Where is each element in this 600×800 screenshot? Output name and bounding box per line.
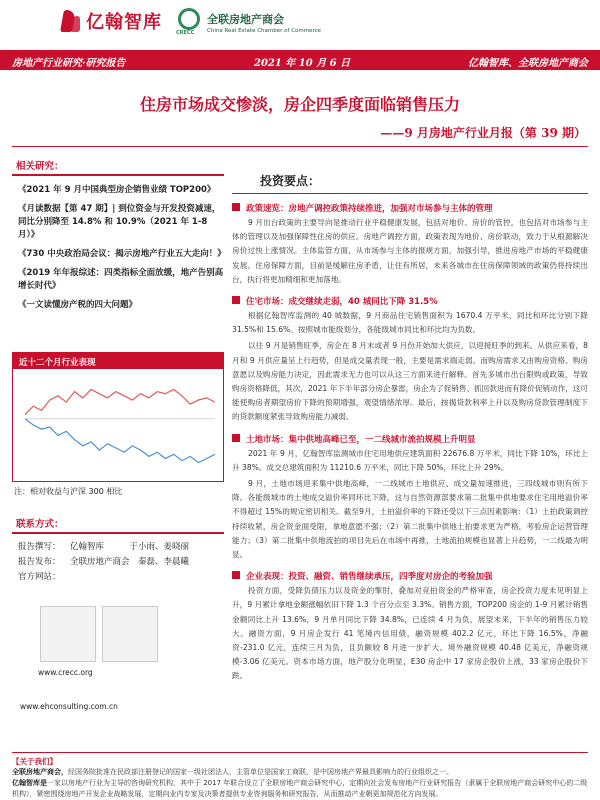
sidebar: [12, 158, 224, 316]
related-research-item[interactable]: 《2021 年 9 月中国典型房企销售业绩 TOP200》: [18, 185, 216, 195]
website-link-ehconsulting[interactable]: www.ehconsulting.com.cn: [20, 702, 118, 711]
crecc-name-cn: 全联房地产商会: [207, 12, 284, 26]
related-research-list: [12, 182, 224, 314]
square-bullet-icon: [232, 296, 240, 304]
square-bullet-icon: [232, 203, 240, 211]
title-divider: [12, 146, 588, 147]
chart-title: 近十二个月行业表现: [13, 353, 223, 369]
square-bullet-icon: [232, 434, 240, 442]
ehconsulting-logo: [60, 8, 162, 34]
section-paragraph: 2021 年 9 月，亿翰智库监测城市住宅用地供应建筑面积 22676.8 万平米，同比下降 10%，环比上升 38%。成交总建筑面积为 11210.6 万平米，同比下降 50%，环比上升 29%。: [232, 448, 588, 472]
section-title-enterprise: 企业表现：投资、融资、销售继续承压，四季度对房企的考验加强: [232, 570, 588, 582]
chart-note: 注：相对收益与沪深 300 相比: [14, 487, 123, 496]
crecc-name-en: China Real Estate Chamber of Commerce: [207, 27, 322, 34]
about-us: [12, 752, 588, 800]
section-paragraph: 9 月，土地市场迎来集中供地高峰，一二线城市土地供应、成交量加速推进，三四线城市则有所下降。各能级城市的土地成交溢价率同环比下降，这与自然资源部要求第二批集中供地要求住宅用地溢价率不得超过 15%的规定密切相关。截至9月，土拍溢价率的下降还受以下三点因素影响：（1）土拍政策调控持续收紧，房企资金面受限，拿地意愿不强；（2）第二批集中供地土拍要求更为严格，考验房企运营管理能力；（3）第二批集中供地流拍的项目先后在市场中再推，土地流拍规模也显著上升趋势，一二线最为明显。: [232, 479, 588, 560]
contact-section: [12, 516, 224, 534]
contact-heading: 联系方式：: [16, 519, 64, 530]
section-title-housing: 住宅市场：成交继续走弱，40 城同比下降 31.5%: [232, 295, 588, 307]
page-header: [0, 0, 600, 48]
author-list: [18, 540, 228, 585]
report-category: 房地产行业研究·研究报告: [12, 58, 126, 69]
section-paragraph: 9 月出台政策的主要导向是推动行业平稳健康发展，包括对地价、房价的管控，也包括对市场参与主体的管理以及加强保障性住房的供应。房地产调控方面，政策表现为地价、房价联动，致力于从根源解决房价过快上涨情况。主体监管方面，从市场参与主体的报规方面，加强引导，推进房地产市场的平稳健康发展。住房保障方面，目前是缓解住房矛盾，让住有所居，未来各城市在住房保障领域的政策仍将持续出台，执行将更加精细和更加落地。: [232, 218, 588, 284]
report-banner: [0, 50, 600, 70]
about-paragraph: 全联房地产商会，经国务院批准在民政部注册登记的国家一级社团法人，主管单位是国家工商联，是中国房地产界最具影响力的行业组织之一。: [12, 768, 453, 776]
investment-highlights: [232, 172, 588, 684]
about-paragraph: 亿翰智库是一家以房地产行业为主导的咨询研究机构，其中于 2017 年联合设立了全联房地产商会研究中心，定期向社会发布房地产行业研究报告（隶属于全联房地产商会研究中心的二级机构），紧密围绕房地产开发企业战略发展，定期向业内专家及决策者提供专业咨询服务和研究报告，从而推动产业朝更加规范化方向发展。: [12, 779, 588, 798]
author-row: [18, 570, 228, 585]
crecc-logo: [176, 8, 321, 36]
section-paragraph: 投资方面，受降负债压力以及资金的掣肘，叠加对竞拍资金的严格审查，房企投资力度未见明显上升，9 月累计拿地金额涨幅依旧下降 1.3 个百分点至 3.3%。销售方面，TOP200 房企的 1-9 月累计销售金额同比上升 13.6%，9 月单月同比下降 34.8%，已连续 4 月为负，展望未来，下半年的销售压力较大。融资方面，9 月房企发行 41 笔境内信用债，融资规模 402.2 亿元，环比下降 16.5%，净融资-231.0 亿元，连续三月为负，且负额较 8 月进一步扩大。境外融资规模 40.48 亿美元，净融资规模-3.06 亿美元。资本市场方面，地产股分化明显，E30 房企中 17 家房企股价上涨，33 家房企股价下跌。: [232, 586, 588, 681]
contact-divider: [12, 532, 224, 534]
about-heading: 【关于我们】: [12, 757, 57, 766]
author-row: [18, 540, 228, 555]
section-title-land: 土地市场：集中供地高峰已至，一二线城市流拍规模上升明显: [232, 433, 588, 445]
website-link-crecc[interactable]: www.crecc.org: [38, 668, 93, 677]
author-value: 亿翰智库 于小雨、姜晓丽: [70, 542, 190, 552]
report-subtitle: ——9 月房地产行业月报（第 39 期）: [380, 126, 586, 140]
section-paragraph: 根据亿翰智库监测的 40 城数据，9 月商品住宅销售面积为 1670.4 万平米，同比和环比分别下降 31.5%和 15.6%。按照城市能级划分，各能级城市同比和环比均为负数。: [232, 311, 588, 335]
author-label: 报告发布：: [18, 557, 61, 567]
related-research-item[interactable]: 《2019 年年报综述：四类指标全面放缓，地产告别高增长时代》: [18, 268, 224, 291]
crecc-logo-icon: [176, 8, 202, 36]
section-paragraph: 以往 9 月是销售旺季，房企在 8 月末或者 9 月份开始加大供应，以迎接旺季的到来。从供应来看，8 月和 9 月供应量呈上行趋势，但是成交量表现一般，主要是需求端走弱。而购房需求又由购房资格、购房意愿以及购房能力决定，因此需求无力也可以从这三方面来进行解释。首先多城市出台限购或政策，导致购房资格降低，其次，2021 年下半年部分房企暴雷，房企为了促销售、抓回款进而有降价促销动作，这可能使购房者期望房价下降的预期增强，观望情绪浓厚。最后，按揭贷款利率上升以及购房贷款管理制度下的贷款额度紧张导致购房能力减弱。: [232, 341, 588, 422]
report-title: 住房市场成交惨淡，房企四季度面临销售压力: [139, 95, 460, 114]
highlights-heading: 投资要点：: [260, 174, 321, 188]
ehconsulting-logo-text: 亿翰智库: [86, 12, 162, 33]
chart-series-line-1: [25, 419, 215, 463]
report-date: 2021 年 10 月 6 日: [254, 58, 351, 69]
crecc-logo-abbr: CRECC: [176, 30, 195, 36]
author-label: 报告撰写：: [18, 542, 61, 552]
related-research-item[interactable]: 《一文读懂房产税的四大问题》: [18, 300, 138, 310]
industry-performance-chart: [12, 352, 224, 482]
author-label: 官方网站：: [18, 572, 61, 582]
ehconsulting-logo-icon: [60, 8, 82, 34]
chart-series-line-0: [25, 390, 215, 415]
author-row: [18, 555, 228, 570]
qr-codes: [20, 606, 160, 716]
qr-code-icon: [40, 606, 96, 662]
section-title-policy: 政策速览：房地产调控政策持续推进，加强对市场参与主体的管理: [232, 202, 588, 214]
author-value: 全联房地产商会 秦磊、李晨曦: [70, 557, 190, 567]
sidebar-divider: [12, 174, 224, 176]
highlights-divider: [232, 193, 588, 194]
related-research-item[interactable]: 《730 中央政治局会议：揭示房地产行业五大走向！》: [18, 249, 226, 259]
qr-code-icon: [102, 606, 158, 662]
related-research-heading: 相关研究：: [16, 161, 64, 172]
square-bullet-icon: [232, 571, 240, 579]
chart-canvas: [13, 369, 223, 481]
related-research-item[interactable]: 《月读数据【第 47 期】| 到位资金与开发投资减速，同比分别降至 14.8% 和 10.9%（2021 年 1-8 月）》: [18, 204, 221, 240]
report-publishers: 亿翰智库、全联房地产商会: [468, 58, 588, 69]
author-value: [70, 570, 228, 585]
